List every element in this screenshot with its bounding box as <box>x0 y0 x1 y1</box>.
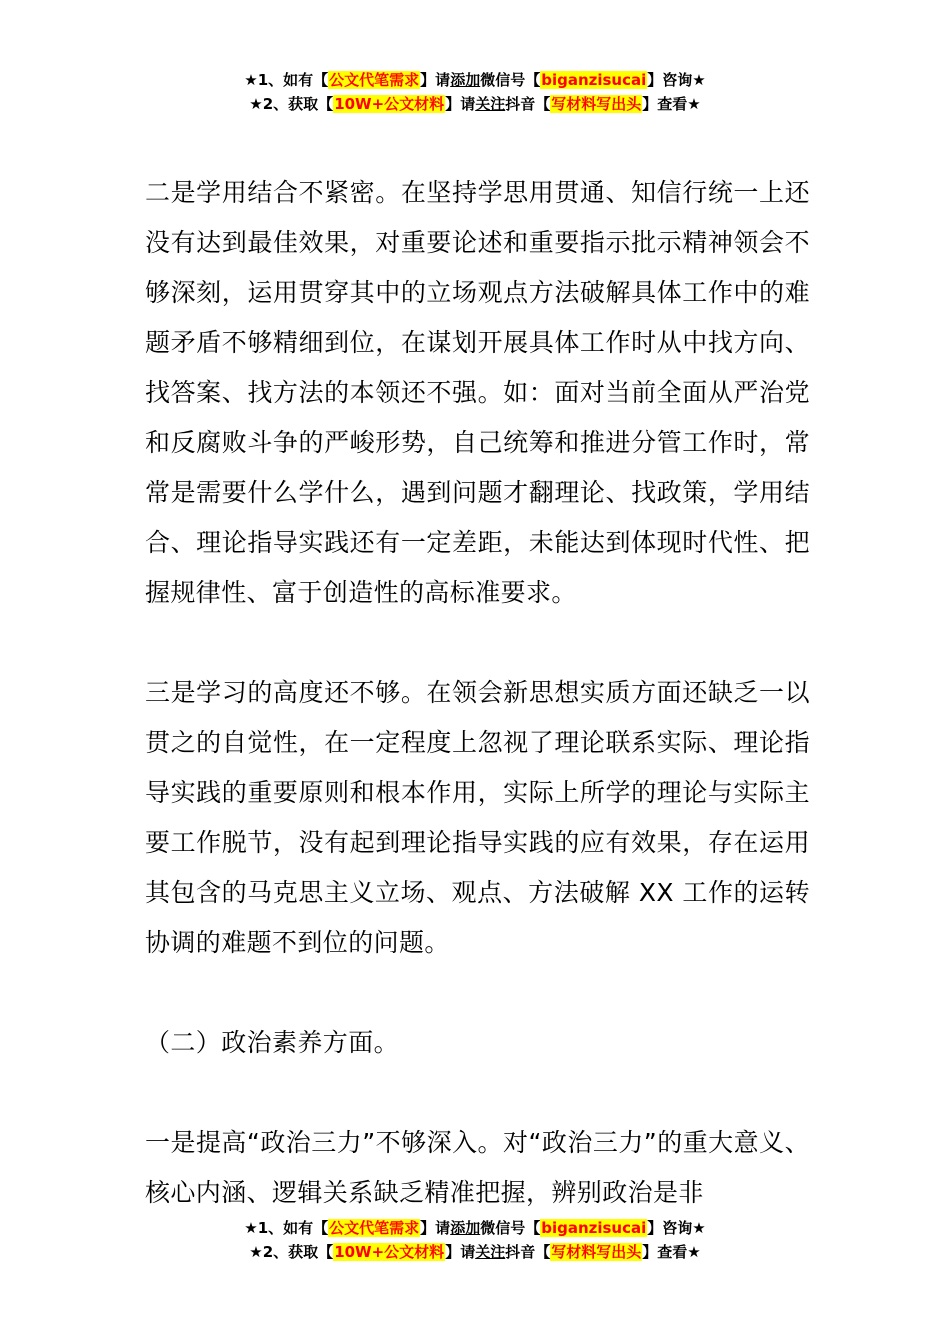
highlight-douyin-account: 写材料写出头 <box>551 1243 642 1261</box>
paragraph-study-height: 三是学习的高度还不够。在领会新思想实质方面还缺乏一以贯之的自觉性，在一定程度上忽视了理论联系实际、理论指导实践的重要原则和根本作用，实际上所学的理论与实际主要工作脱节，没有起到理论指导实践的应有效果，存在运用其包含的马克思主义立场、观点、方法破解 XX 工作的运转协调的难题不到位的问题。 <box>145 678 810 957</box>
document-body <box>145 168 810 1268</box>
promo-line-2: ★2、获取【10W+公文材料】请关注抖音【写材料写出头】查看★ <box>249 95 701 113</box>
highlight-service: 公文代笔需求 <box>329 1219 420 1237</box>
highlight-wechat-id: biganzisucai <box>541 1219 647 1237</box>
paragraph-political-three-abilities: 一是提高“政治三力”不够深入。对“政治三力”的重大意义、核心内涵、逻辑关系缺乏精准把握，辨别政治是非 <box>145 1128 810 1207</box>
top-promo-banner <box>0 68 950 116</box>
highlight-materials: 10W+公文材料 <box>334 1243 445 1261</box>
highlight-service: 公文代笔需求 <box>329 71 420 89</box>
promo-line-1: ★1、如有【公文代笔需求】请添加微信号【biganzisucai】咨询★ <box>244 1219 706 1237</box>
highlight-materials: 10W+公文材料 <box>334 95 445 113</box>
promo-line-1: ★1、如有【公文代笔需求】请添加微信号【biganzisucai】咨询★ <box>244 71 706 89</box>
paragraph-study-application: 二是学用结合不紧密。在坚持学思用贯通、知信行统一上还没有达到最佳效果，对重要论述和重要指示批示精神领会不够深刻，运用贯穿其中的立场观点方法破解具体工作中的难题矛盾不够精细到位，在谋划开展具体工作时从中找方向、找答案、找方法的本领还不强。如：面对当前全面从严治党和反腐败斗争的严峻形势，自己统筹和推进分管工作时，常常是需要什么学什么，遇到问题才翻理论、找政策，学用结合、理论指导实践还有一定差距，未能达到体现时代性、把握规律性、富于创造性的高标准要求。 <box>145 178 810 607</box>
highlight-douyin-account: 写材料写出头 <box>551 95 642 113</box>
bottom-promo-banner <box>0 1216 950 1264</box>
section-heading-political-literacy: （二）政治素养方面。 <box>145 1028 400 1057</box>
highlight-wechat-id: biganzisucai <box>541 71 647 89</box>
promo-line-2: ★2、获取【10W+公文材料】请关注抖音【写材料写出头】查看★ <box>249 1243 701 1261</box>
